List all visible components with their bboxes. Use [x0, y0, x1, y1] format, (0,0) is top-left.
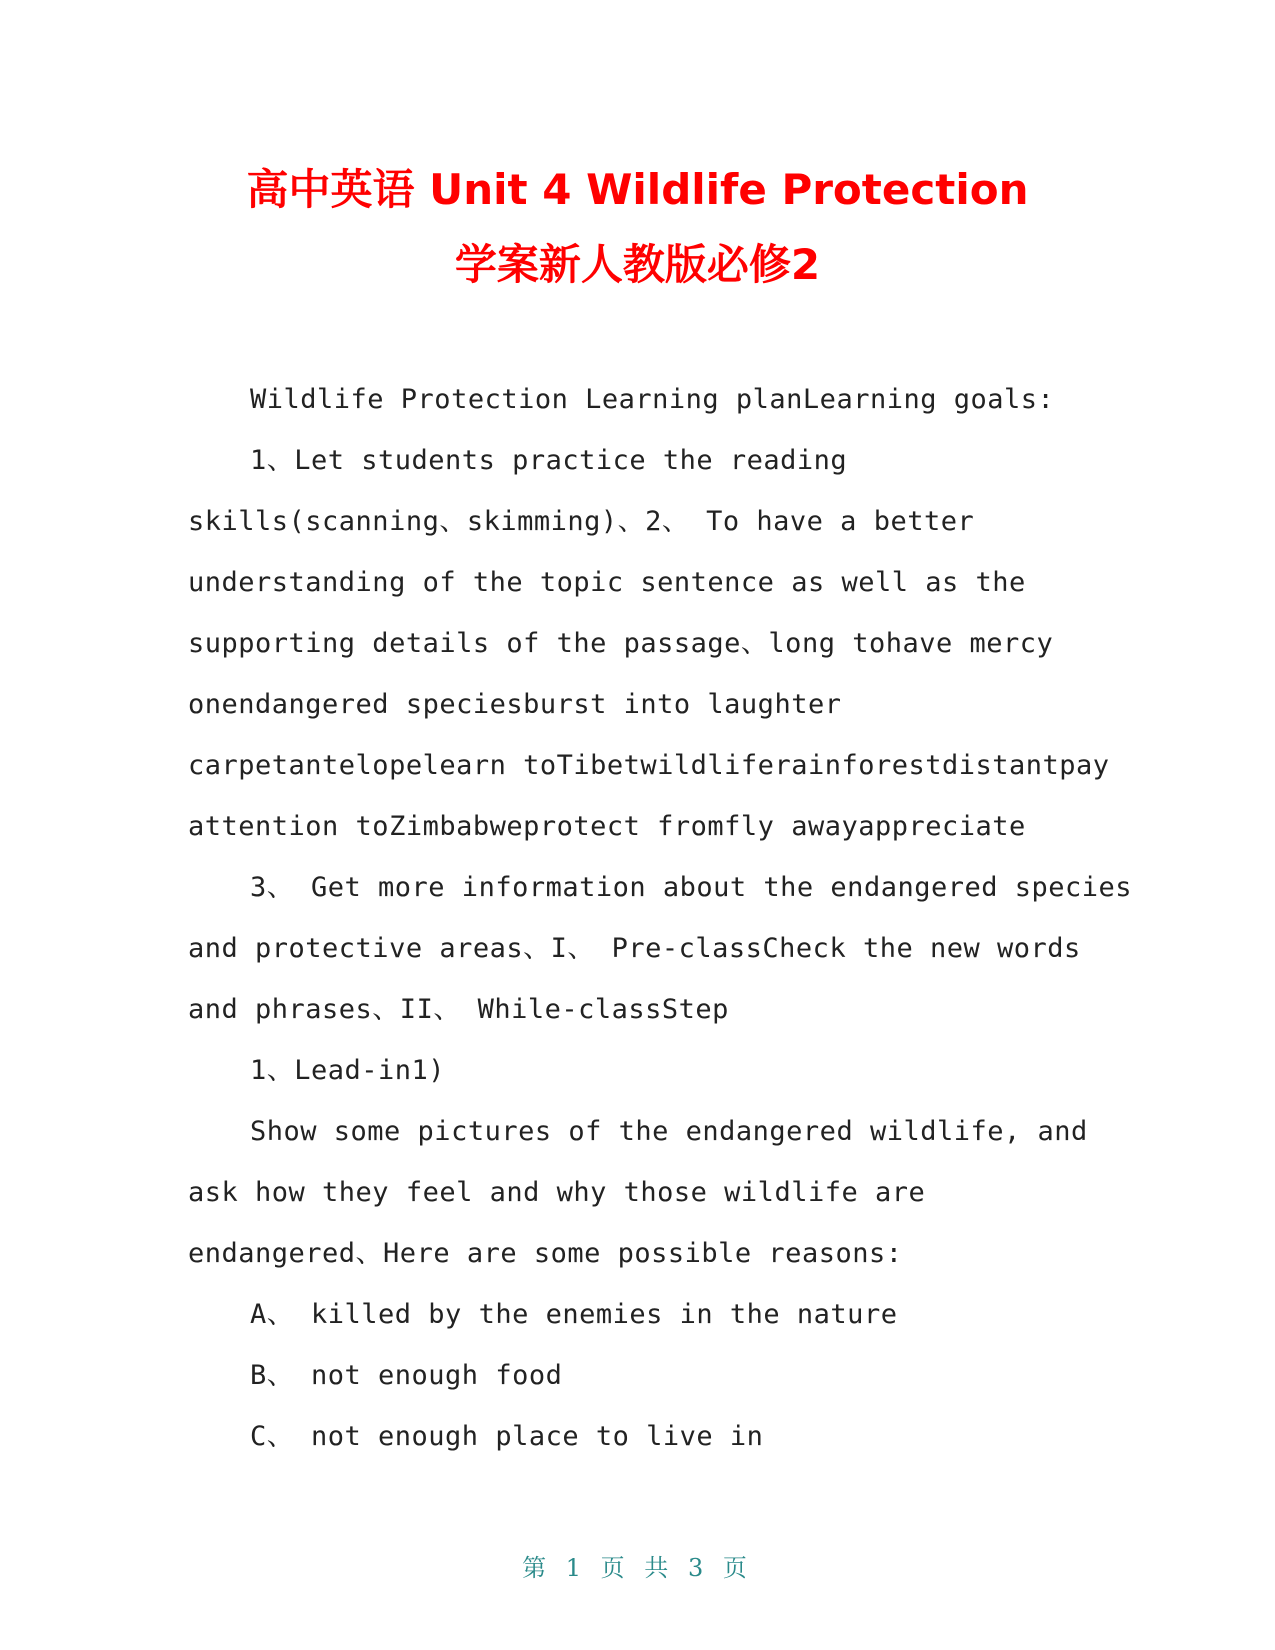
body-line: attention toZimbabweprotect fromfly awayappreciate — [188, 811, 1026, 842]
body-line: ask how they feel and why those wildlife are — [188, 1177, 926, 1208]
page-footer: 第 1 页 共 3 页 — [522, 1554, 753, 1582]
body-line: endangered、Here are some possible reasons: — [188, 1238, 903, 1269]
body-line: skills(scanning、skimming)、2、 To have a better — [188, 506, 975, 537]
body-line: onendangered speciesburst into laughter — [188, 689, 842, 720]
body-line: 3、 Get more information about the endangered species — [250, 872, 1133, 903]
document-title-line1: 高中英语 Unit 4 Wildlife Protection — [246, 165, 1029, 214]
body-line: B、 not enough food — [250, 1360, 563, 1391]
body-line: A、 killed by the enemies in the nature — [250, 1299, 898, 1330]
body-line: C、 not enough place to live in — [250, 1421, 764, 1452]
body-line: carpetantelopelearn toTibetwildliferainforestdistantpay — [188, 750, 1110, 781]
document-title-line2: 学案新人教版必修2 — [454, 240, 821, 289]
body-line: understanding of the topic sentence as well as the — [188, 567, 1026, 598]
body-line: Wildlife Protection Learning planLearning goals: — [250, 384, 1055, 415]
body-line: 1、Let students practice the reading — [250, 445, 848, 476]
document-body — [188, 369, 1133, 1467]
body-line: and phrases、II、 While-classStep — [188, 994, 729, 1025]
body-line: Show some pictures of the endangered wildlife, and — [250, 1116, 1088, 1147]
body-line: and protective areas、I、 Pre-classCheck the new words — [188, 933, 1081, 964]
body-line: 1、Lead-in1) — [250, 1055, 446, 1086]
body-line: supporting details of the passage、long tohave mercy — [188, 628, 1054, 659]
